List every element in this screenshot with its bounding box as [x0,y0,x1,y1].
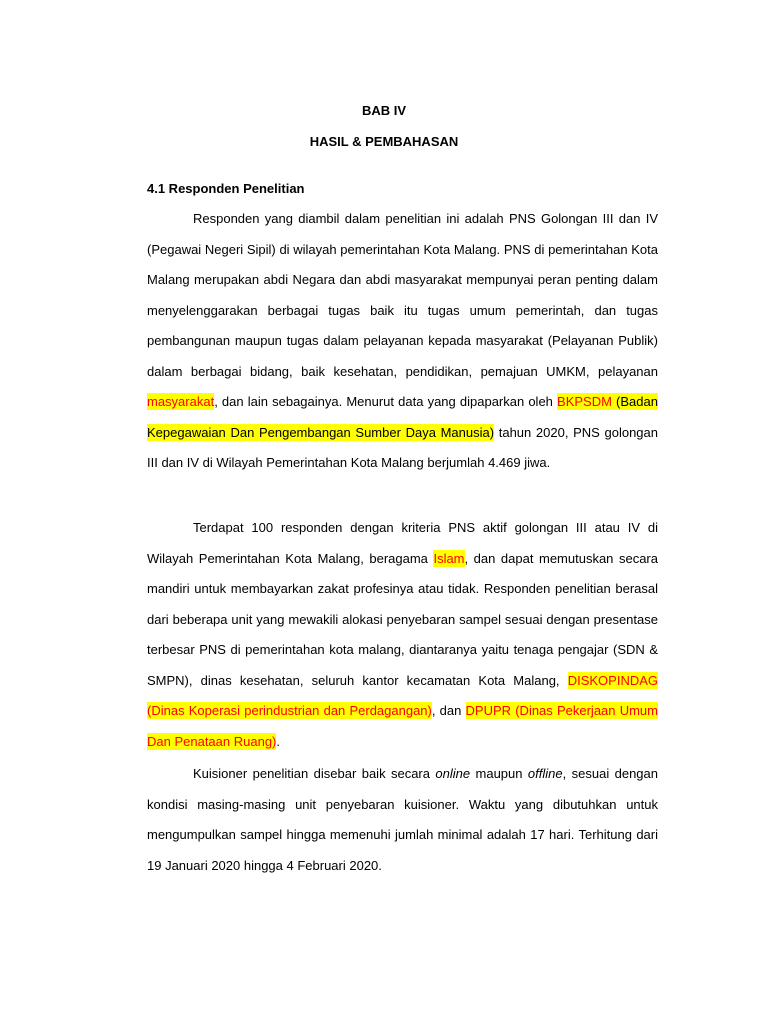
paragraph-text: Kuisioner penelitian disebar baik secara [193,766,436,781]
italic-online: online [435,766,471,781]
paragraph-text: , sesuai dengan kondisi masing-masing unit penyebaran kuisioner. Waktu yang dibutuhkan untuk mengumpulkan sampel hingga memenuhi jumlah minimal adalah 17 hari. Terhitung dari 19 Januari 2020 hingga 4 Februari 2020. [147,766,658,873]
highlight-diskopindag: DISKOPINDAG (Dinas Koperasi perindustrian dan Perdagangan) [147,672,658,718]
paragraph-text: , dan dapat memutuskan secara mandiri untuk membayarkan zakat profesinya atau tidak. Responden penelitian berasal dari beberapa unit yang mewakili alokasi penyebaran sampel sesuai dengan presentase terbesar PNS di pemerintahan kota malang, diantaranya yaitu tenaga pengajar (SDN & SMPN), dinas kesehatan, seluruh kantor kecamatan Kota Malang, [147,550,658,688]
highlight-islam: Islam [433,550,465,566]
highlight-bkpsdm-full-name: (Badan Kepegawaian Dan Pengembangan Sumber Daya Manusia) [147,394,658,440]
highlight-bkpsdm: BKPSDM [557,394,612,409]
paragraph-text: , dan lain sebagainya. Menurut data yang dipaparkan oleh [214,394,558,409]
paragraph-text: maupun [470,766,528,781]
paragraph-text: , dan [431,703,466,718]
paragraph-text: Terdapat 100 responden dengan kriteria PNS aktif golongan III atau IV di Wilayah Pemerintahan Kota Malang, beragama [147,520,658,566]
paragraph-text: Responden yang diambil dalam penelitian ini adalah PNS Golongan III dan IV (Pegawai Negeri Sipil) di wilayah pemerintahan Kota Malang. PNS di pemerintahan Kota Malang merupakan abdi Negara dan abdi masyarakat mempunyai peran penting dalam menyelenggarakan berbagai tugas baik itu tugas umum pemerintah, dan tugas pembangunan maupun tugas dalam pelayanan kepada masyarakat (Pelayanan Publik) dalam berbagai bidang, baik kesehatan, pendidikan, pemajuan UMKM, pelayanan [147,211,658,379]
paragraph-respondents-intro [147,204,658,479]
italic-offline: offline [527,766,563,781]
paragraph-questionnaire [147,759,658,881]
paragraph-respondent-criteria [147,513,658,757]
highlight-dpupr: DPUPR (Dinas Pekerjaan Umum Dan Penataan Ruang) [147,703,658,749]
paragraph-text: tahun 2020, PNS golongan III dan IV di Wilayah Pemerintahan Kota Malang berjumlah 4.469 jiwa. [147,424,658,470]
section-title: 4.1 Responden Penelitian [147,181,305,196]
highlight-masyarakat: masyarakat [147,394,215,409]
paragraph-text: . [276,733,280,749]
chapter-number: BAB IV [361,103,407,118]
chapter-title: HASIL & PEMBAHASAN [309,134,459,149]
